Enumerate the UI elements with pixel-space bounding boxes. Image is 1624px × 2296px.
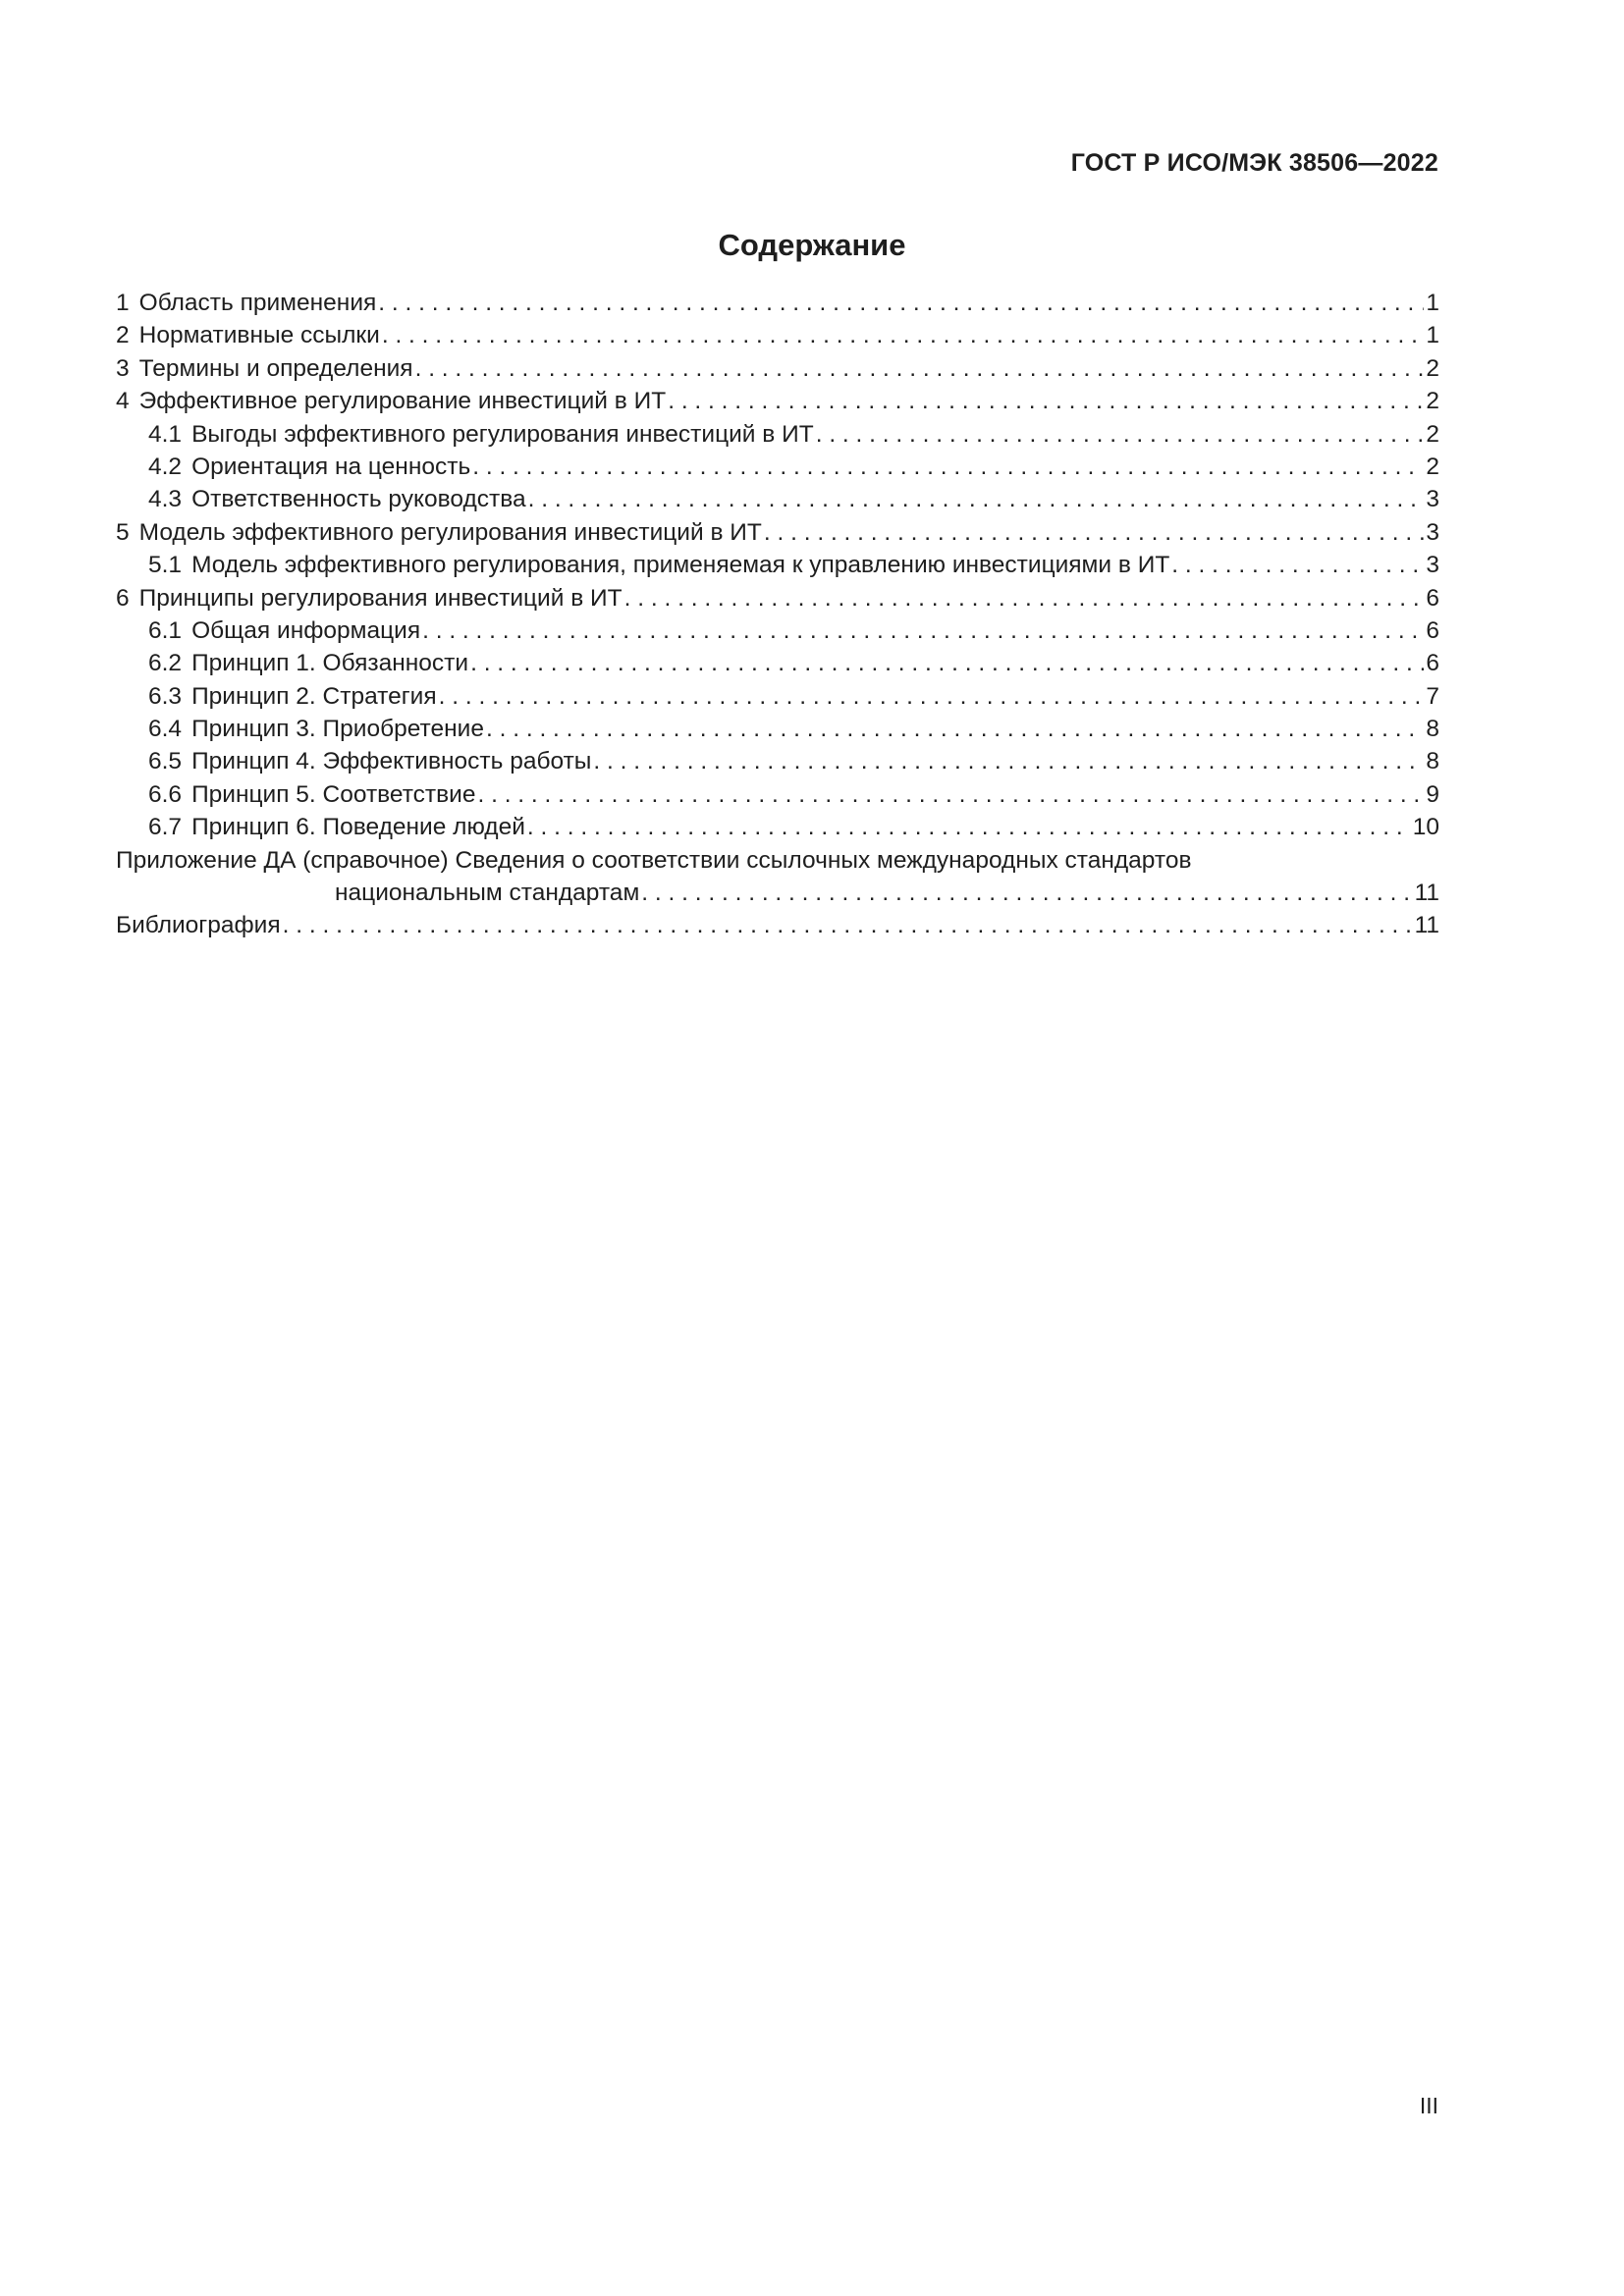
toc-entry-page: 2 [1426, 420, 1439, 448]
toc-entry-title: Термины и определения [138, 354, 413, 382]
dot-leader [470, 650, 1424, 677]
toc-entry-title: Ответственность руководства [191, 486, 526, 513]
toc-entry-title: Приложение ДА (справочное) Сведения о соответствии ссылочных международных стандартов [116, 846, 1192, 874]
page-number: III [1419, 2093, 1438, 2118]
toc-entry-title: Область применения [138, 290, 377, 316]
toc-entry-6-7[interactable] [116, 814, 1439, 846]
toc-entry-page: 6 [1426, 650, 1439, 677]
toc-entry-number: 1 [116, 290, 130, 316]
dot-leader [486, 716, 1424, 743]
toc-entry-title: Модель эффективного регулирования инвестиций в ИТ [138, 518, 762, 546]
toc-entry-title: Принцип 4. Эффективность работы [191, 748, 592, 775]
toc-entry-page: 3 [1426, 486, 1439, 513]
toc-entry-number: 2 [116, 322, 130, 349]
toc-entry-number: 4.3 [148, 486, 183, 513]
toc-entry-1[interactable] [116, 290, 1439, 322]
dot-leader [668, 388, 1424, 415]
toc-entry-number: 4.2 [148, 453, 183, 480]
toc-entry-number: 3 [116, 354, 130, 382]
toc-entry-title: Принцип 3. Приобретение [191, 716, 484, 743]
dot-leader [378, 290, 1424, 317]
toc-entry-number: 6.5 [148, 748, 183, 775]
dot-leader [527, 814, 1411, 841]
toc-entry-bibliography[interactable] [116, 912, 1439, 944]
toc-entry-page: 6 [1426, 584, 1439, 612]
toc-entry-number: 4 [116, 388, 130, 415]
dot-leader [816, 421, 1425, 449]
toc-entry-page: 9 [1426, 780, 1439, 808]
toc-entry-title: Принцип 2. Стратегия [191, 682, 437, 710]
table-of-contents [116, 290, 1439, 945]
toc-entry-6-6[interactable] [116, 781, 1439, 814]
toc-entry-4-3[interactable] [116, 486, 1439, 518]
toc-entry-5[interactable] [116, 519, 1439, 552]
dot-leader [477, 781, 1424, 809]
dot-leader [1171, 552, 1424, 579]
toc-entry-title: Принципы регулирования инвестиций в ИТ [138, 584, 623, 612]
toc-entry-page: 3 [1426, 518, 1439, 546]
toc-entry-title: Модель эффективного регулирования, применяемая к управлению инвестициями в ИТ [191, 552, 1170, 579]
toc-entry-number: 6.3 [148, 682, 183, 710]
dot-leader [422, 617, 1424, 645]
dot-leader [472, 454, 1424, 481]
toc-entry-page: 6 [1426, 616, 1439, 644]
toc-entry-page: 1 [1426, 290, 1439, 316]
toc-entry-page: 2 [1426, 388, 1439, 415]
toc-entry-number: 6.6 [148, 780, 183, 808]
toc-entry-number: 5 [116, 518, 130, 546]
toc-entry-number: 6.1 [148, 616, 183, 644]
toc-entry-title: Принцип 6. Поведение людей [191, 814, 525, 841]
standard-header: ГОСТ Р ИСО/МЭК 38506—2022 [1070, 149, 1438, 177]
dot-leader [415, 355, 1425, 383]
toc-entry-4-1[interactable] [116, 421, 1439, 454]
toc-entry-title-continued: национальным стандартам [335, 880, 640, 907]
toc-title: Содержание [718, 228, 906, 262]
toc-entry-page: 8 [1426, 716, 1439, 743]
toc-entry-number: 6.7 [148, 814, 183, 841]
toc-entry-page: 2 [1426, 354, 1439, 382]
toc-entry-number: 5.1 [148, 552, 183, 579]
toc-entry-number: 6 [116, 584, 130, 612]
dot-leader [593, 748, 1424, 775]
toc-entry-title: Принцип 1. Обязанности [191, 650, 469, 677]
toc-entry-page: 3 [1426, 552, 1439, 579]
toc-entry-page: 11 [1414, 912, 1439, 939]
dot-leader [439, 683, 1425, 711]
toc-entry-6-3[interactable] [116, 683, 1439, 716]
toc-entry-page: 8 [1426, 748, 1439, 775]
toc-entry-page: 11 [1414, 880, 1439, 907]
toc-entry-title: Общая информация [191, 616, 421, 644]
toc-entry-title: Библиография [116, 912, 281, 939]
toc-entry-3[interactable] [116, 355, 1439, 388]
toc-entry-page: 7 [1426, 682, 1439, 710]
toc-entry-5-1[interactable] [116, 552, 1439, 584]
dot-leader [382, 322, 1425, 349]
toc-entry-page: 2 [1426, 453, 1439, 480]
dot-leader [283, 912, 1413, 939]
toc-entry-2[interactable] [116, 322, 1439, 354]
toc-entry-page: 1 [1426, 322, 1439, 349]
toc-entry-number: 6.4 [148, 716, 183, 743]
toc-entry-title: Эффективное регулирование инвестиций в ИТ [138, 388, 667, 415]
toc-entry-6[interactable] [116, 585, 1439, 617]
toc-entry-appendix-continued[interactable] [116, 880, 1439, 912]
toc-entry-title: Ориентация на ценность [191, 453, 471, 480]
toc-entry-6-2[interactable] [116, 650, 1439, 682]
dot-leader [624, 585, 1425, 613]
toc-entry-4-2[interactable] [116, 454, 1439, 486]
toc-entry-number: 4.1 [148, 420, 183, 448]
toc-entry-6-1[interactable] [116, 617, 1439, 650]
toc-entry-6-5[interactable] [116, 748, 1439, 780]
toc-entry-6-4[interactable] [116, 716, 1439, 748]
toc-entry-appendix[interactable] [116, 847, 1439, 880]
toc-entry-4[interactable] [116, 388, 1439, 420]
dot-leader [641, 880, 1412, 907]
dot-leader [764, 519, 1424, 547]
toc-entry-title: Принцип 5. Соответствие [191, 780, 476, 808]
toc-entry-number: 6.2 [148, 650, 183, 677]
toc-entry-title: Нормативные ссылки [138, 322, 380, 349]
dot-leader [528, 486, 1425, 513]
toc-entry-page: 10 [1412, 814, 1439, 841]
toc-entry-title: Выгоды эффективного регулирования инвестиций в ИТ [191, 420, 814, 448]
